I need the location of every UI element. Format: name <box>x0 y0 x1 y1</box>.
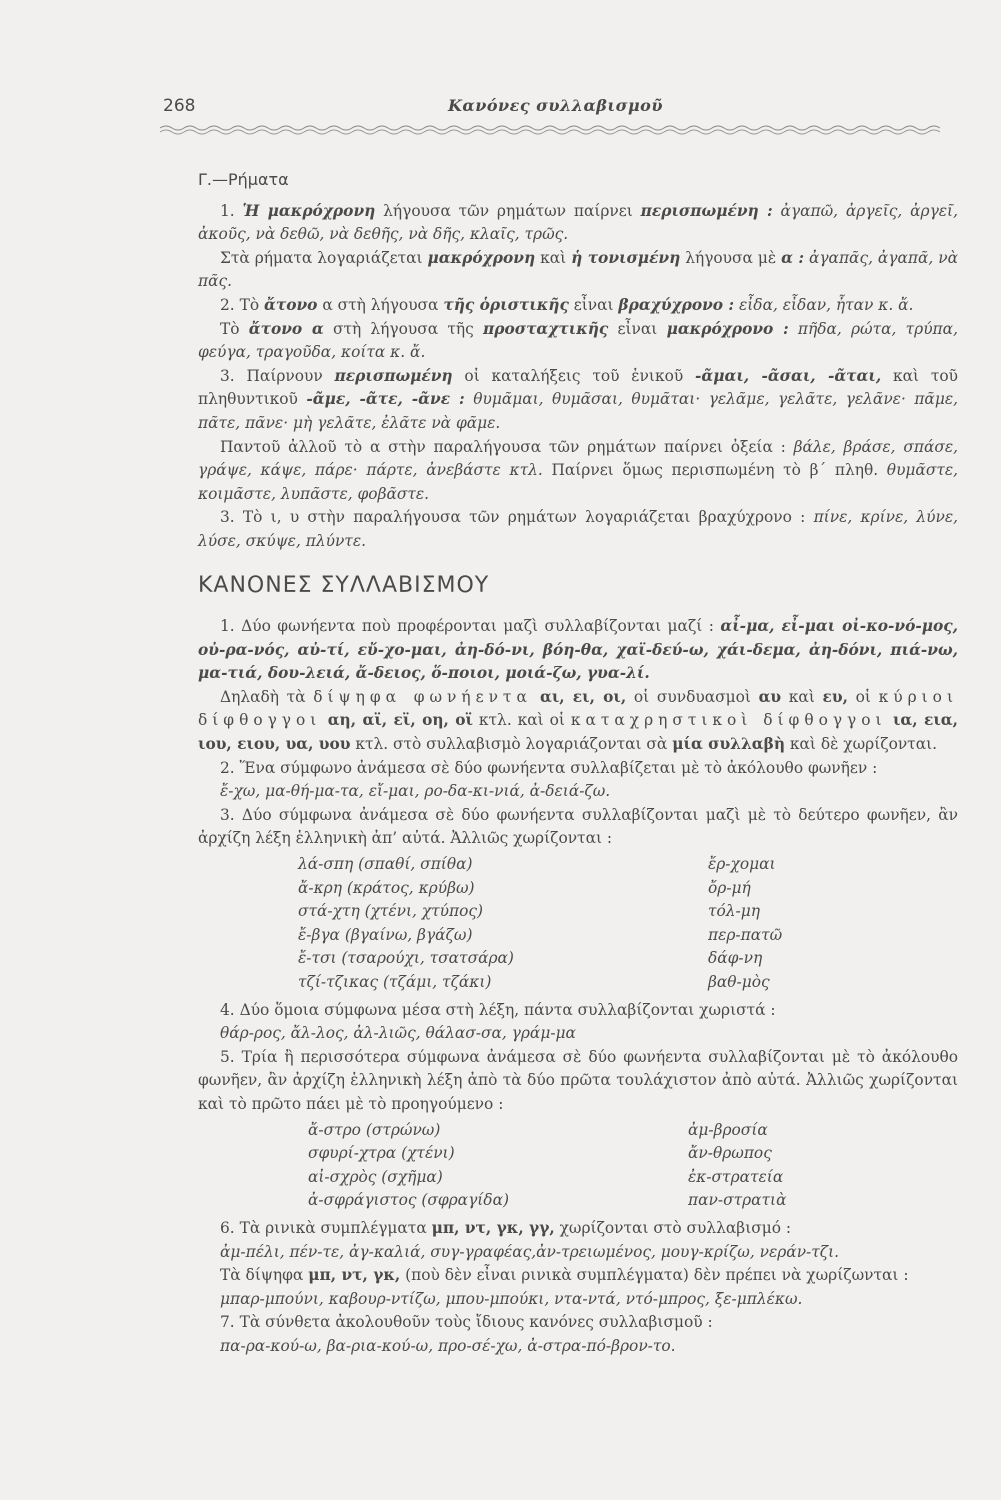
paragraph-g4 <box>198 506 958 553</box>
text: καὶ τοῦ πληθυντικοῦ <box>198 366 958 409</box>
rule-6 <box>198 1217 958 1241</box>
text: οἱ καταλήξεις τοῦ ἑνικοῦ <box>452 366 696 385</box>
table-cell: ἔρ-χομαι <box>708 855 776 874</box>
table-cell: ἀμ-βροσία <box>688 1120 768 1139</box>
paragraph-g2b <box>198 318 958 365</box>
example-words: θυμᾶστε, κοιμᾶστε, λυπᾶστε, φοβᾶστε. <box>198 461 958 503</box>
rule-4 <box>198 999 958 1023</box>
paragraph-g1b <box>198 247 958 294</box>
example-words: αι, ει, οι, <box>531 687 627 706</box>
table-row <box>298 877 782 901</box>
key-term: α : <box>781 248 805 267</box>
example-words: εἶδα, εἶδαν, ἦταν κ. ἄ. <box>734 295 914 314</box>
item-number: 2. <box>220 295 235 314</box>
text: Στὰ ρήματα λογαριάζεται <box>220 248 428 267</box>
example-words: ια, εια, ιου, ειου, υα, υου <box>198 711 958 754</box>
table-cell: περ-πατῶ <box>708 925 783 944</box>
key-term: ἄτονο α <box>248 319 324 338</box>
text: καὶ <box>535 248 572 267</box>
text: οἱ συνδυασμοὶ <box>626 687 759 706</box>
example-words: ἀγαπᾶς, ἀγαπᾶ, νὰ πᾶς. <box>198 248 958 291</box>
key-term: μακρόχρονη <box>427 248 536 267</box>
text: Παίρνει ὅμως περισπωμένη τὸ β΄ πληθ. <box>542 461 887 480</box>
table-row <box>308 1189 786 1213</box>
rule-6b-examples: μπαρ-μπούνι, καβουρ-ντίζω, μπου-μπούκι, ντα-ντά, ντό-μπρος, ξε-μπλέκω. <box>220 1289 803 1308</box>
item-number: 7. <box>220 1313 235 1332</box>
example-words: αη, αϊ, εϊ, οη, οϊ <box>321 711 473 730</box>
key-term: ἄτονο <box>264 295 318 314</box>
table-row <box>298 900 782 924</box>
rule-2-examples: ἔ-χω, μα-θή-μα-τα, εἴ-μαι, ρο-δα-κι-νιά, ἀ-δειά-ζω. <box>220 782 611 801</box>
key-term: μακρόχρονο : <box>666 319 789 338</box>
text: Δηλαδὴ τὰ <box>220 687 314 706</box>
example-words: θυμᾶμαι, θυμᾶσαι, θυμᾶται· γελᾶμε, γελᾶτε, γελᾶνε· πᾶμε, πᾶτε, πᾶνε· μὴ γελᾶτε, ἐλᾶτε νὰ φᾶμε. <box>198 390 958 432</box>
rule-6-examples: ἀμ-πέλι, πέν-τε, ἀγ-καλιά, συγ-γραφέας,ἀν-τρειωμένος, μουγ-κρίζω, νεράν-τζι. <box>220 1242 840 1261</box>
key-term: τῆς ὁριστικῆς <box>443 295 569 314</box>
item-number: 1. <box>220 201 235 220</box>
table-cell: παν-στρατιὰ <box>688 1191 787 1210</box>
table-cell: ὄρ-μή <box>708 878 751 897</box>
rule-6b <box>198 1264 958 1288</box>
table-cell: σφυρί-χτρα (χτένι) <box>308 1144 455 1163</box>
text: καὶ <box>781 687 823 706</box>
text: Ἕνα σύμφωνο ἀνάμεσα σὲ δύο φωνήεντα συλλαβίζεται μὲ τὸ ἀκόλουθο φωνῆεν : <box>234 758 878 777</box>
table-cell: ἔ-βγα (βγαίνω, βγάζω) <box>298 925 473 944</box>
key-term: -ᾶμε, -ᾶτε, -ᾶνε : <box>306 390 465 409</box>
rule-7 <box>198 1311 958 1335</box>
text: λήγουσα τῶν ρημάτων παίρνει <box>375 201 641 220</box>
text: χωρίζονται στὸ συλλαβισμό : <box>554 1218 792 1237</box>
table-cell: στά-χτη (χτένι, χτύπος) <box>298 902 484 921</box>
table-cell: βαθ-μὸς <box>708 973 770 991</box>
table-cell: ἄ-κρη (κράτος, κρύβω) <box>298 878 475 897</box>
table-row <box>298 853 782 877</box>
running-header <box>163 96 923 124</box>
text: Τὰ σύνθετα ἀκολουθοῦν τοὺς ἴδιους κανόνες συλλαβισμοῦ : <box>234 1313 713 1332</box>
rule-1b <box>198 686 958 757</box>
paragraph-g3 <box>198 365 958 436</box>
text: Δύο ὅμοια σύμφωνα μέσα στὴ λέξη, πάντα συλλαβίζονται χωριστά : <box>234 1000 776 1019</box>
item-number: 5. <box>220 1047 235 1066</box>
text: (ποὺ δὲν εἶναι ρινικὰ συμπλέγματα) δὲν πρέπει νὰ χωρίζωνται : <box>400 1266 909 1285</box>
table-cell: ἄ-στρο (στρώνω) <box>308 1120 441 1139</box>
example-words: αυ <box>758 687 782 706</box>
example-words: πῆδα, ρώτα, τρύπα, φεύγα, τραγοῦδα, κοίτα κ. ἄ. <box>198 319 958 362</box>
text: στὴ λήγουσα τῆς <box>323 319 483 338</box>
wavy-rule-divider <box>160 122 940 136</box>
example-words: βάλε, βράσε, σπάσε, γράψε, κάψε, πάρε· πάρτε, ἀνεβάστε κτλ. <box>198 437 958 480</box>
rule-5 <box>198 1046 958 1117</box>
rule-3 <box>198 804 958 851</box>
text: Παντοῦ ἀλλοῦ τὸ α στὴν παραλήγουσα τῶν ρημάτων παίρνει ὀξεία : <box>220 437 794 456</box>
body-text <box>198 164 958 1359</box>
table-cell: τζί-τζικας (τζάμι, τζάκι) <box>298 973 492 991</box>
text: Τὰ ρινικὰ συμπλέγματα <box>234 1218 432 1237</box>
key-term: περισπωμένη <box>334 366 453 385</box>
item-number: 6. <box>220 1218 235 1237</box>
text: κτλ. καὶ οἱ <box>473 711 571 730</box>
item-number: 3. <box>220 366 235 385</box>
table-row <box>308 1142 786 1166</box>
table-cell: δάφ-νη <box>708 949 763 968</box>
key-term: περισπωμένη : <box>640 201 773 220</box>
text: κτλ. στὸ συλλαβισμὸ λογαριάζονται σὰ <box>350 735 673 754</box>
rule-1 <box>198 615 958 686</box>
spaced-term: κύριοι δίφθογγοι <box>198 687 958 730</box>
item-number: 1. <box>220 617 235 636</box>
text: Τὸ <box>220 319 249 338</box>
page-number: 268 <box>163 96 196 116</box>
key-term: μπ, ντ, γκ, <box>308 1266 401 1285</box>
paragraph-g3b <box>198 436 958 507</box>
table-cell: τόλ-μη <box>708 902 760 921</box>
paragraph-g1 <box>198 200 958 247</box>
table-row <box>298 971 782 995</box>
example-words: ἀγαπῶ, ἀργεῖς, ἀργεῖ, ἀκοῦς, νὰ δεθῶ, νὰ δεθῆς, νὰ δῆς, κλαῖς, τρῶς. <box>198 201 958 244</box>
table-row <box>308 1119 786 1143</box>
key-term: Ἡ μακρόχρονη <box>242 201 376 220</box>
example-words: πίνε, κρίνε, λύνε, λύσε, σκύψε, πλύντε. <box>198 508 958 550</box>
text: Παίρνουν <box>234 366 335 385</box>
spaced-term: καταχρηστικοὶ δίφθογγοι <box>570 711 887 730</box>
text: λήγουσα μὲ <box>680 248 782 267</box>
example-words: μία συλλαβὴ <box>672 735 786 754</box>
rule-7-examples: πα-ρα-κού-ω, βα-ρια-κού-ω, προ-σέ-χω, ἀ-στρα-πό-βρον-το. <box>220 1336 676 1355</box>
text: Τρία ἢ περισσότερα σύμφωνα ἀνάμεσα σὲ δύο φωνήεντα συλλαβίζονται μὲ τὸ ἀκόλουθο φωνῆεν, ἂν ἀρχίζη ἑλληνικὴ λέξη ἀπὸ τὰ δύο πρῶτα τουλάχιστον ἀπὸ αὐτά. Ἀλλιῶς χωρίζονται καὶ τὸ πρῶτο πάει μὲ τὸ προηγούμενο : <box>198 1047 958 1113</box>
section-heading-syllabification: ΚΑΝΟΝΕΣ ΣΥΛΛΑΒΙΣΜΟΥ <box>198 572 490 598</box>
table-row <box>298 924 782 948</box>
text: Δύο φωνήεντα ποὺ προφέρονται μαζὶ συλλαβίζονται μαζί : <box>234 617 721 636</box>
text: Τὸ <box>234 295 265 314</box>
item-number: 2. <box>220 758 235 777</box>
key-term: -ᾶμαι, -ᾶσαι, -ᾶται, <box>695 366 882 385</box>
rule-4-examples: θάρ-ρος, ἄλ-λος, ἀλ-λιῶς, θάλασ-σα, γράμ-μα <box>220 1024 576 1043</box>
table-cell: ἐκ-στρατεία <box>688 1167 784 1186</box>
table-cell: ἄν-θρωπος <box>688 1144 772 1163</box>
example-words: αἶ-μα, εἶ-μαι οἰ-κο-νό-μος, οὐ-ρα-νός, αὐ-τί, εὔ-χο-μαι, ἀη-δό-νι, βόη-θα, χαϊ-δεύ-ω, χάι-δεμα, ἀη-δόνι, πιά-νω, μα-τιά, δου-λειά, ἄ-δειος, ὅ-ποιοι, μοιά-ζω, γυα-λί. <box>198 617 958 683</box>
text: Τὰ δίψηφα <box>220 1266 309 1285</box>
text: καὶ δὲ χωρίζονται. <box>785 735 938 754</box>
key-term: μπ, ντ, γκ, γγ, <box>431 1218 555 1237</box>
table-cell: λά-σπη (σπαθί, σπίθα) <box>298 855 473 874</box>
table-row <box>308 1166 786 1190</box>
text: εἶναι <box>568 295 619 314</box>
rule-5-examples-table <box>308 1119 786 1213</box>
key-term: βραχύχρονο : <box>618 295 735 314</box>
table-cell: ἔ-τσι (τσαρούχι, τσατσάρα) <box>298 949 514 968</box>
rule-2 <box>198 757 958 781</box>
text: Δύο σύμφωνα ἀνάμεσα σὲ δύο φωνήεντα συλλαβίζονται μαζὶ μὲ τὸ δεύτερο φωνῆεν, ἂν ἀρχίζη λέξη ἑλληνικὴ ἀπ’ αὐτά. Ἀλλιῶς χωρίζονται : <box>198 805 958 848</box>
spaced-term: δίψηφα φωνήεντα <box>313 687 532 706</box>
key-term: ἡ τονισμένη <box>571 248 681 267</box>
rule-3-examples-table <box>298 853 782 995</box>
table-cell: ἀ-σφράγιστος (σφραγίδα) <box>308 1191 509 1210</box>
item-number: 4. <box>220 1000 235 1019</box>
item-number: 3. <box>220 805 235 824</box>
paragraph-g2 <box>198 294 958 318</box>
key-term: προσταχτικῆς <box>482 319 609 338</box>
running-title: Κανόνες συλλαβισμοῦ <box>448 96 663 115</box>
text: Τὸ ι, υ στὴν παραλήγουσα τῶν ρημάτων λογαριάζεται βραχύχρονο : <box>234 508 806 527</box>
table-cell: αἰ-σχρὸς (σχῆμα) <box>308 1167 443 1186</box>
section-heading-verbs: Γ.—Ρήματα <box>198 170 289 189</box>
text: οἱ <box>847 687 879 706</box>
item-number: 3. <box>220 508 235 527</box>
text: α στὴ λήγουσα <box>317 295 444 314</box>
text: εἶναι <box>608 319 667 338</box>
example-words: ευ, <box>822 687 848 706</box>
table-row <box>298 947 782 971</box>
